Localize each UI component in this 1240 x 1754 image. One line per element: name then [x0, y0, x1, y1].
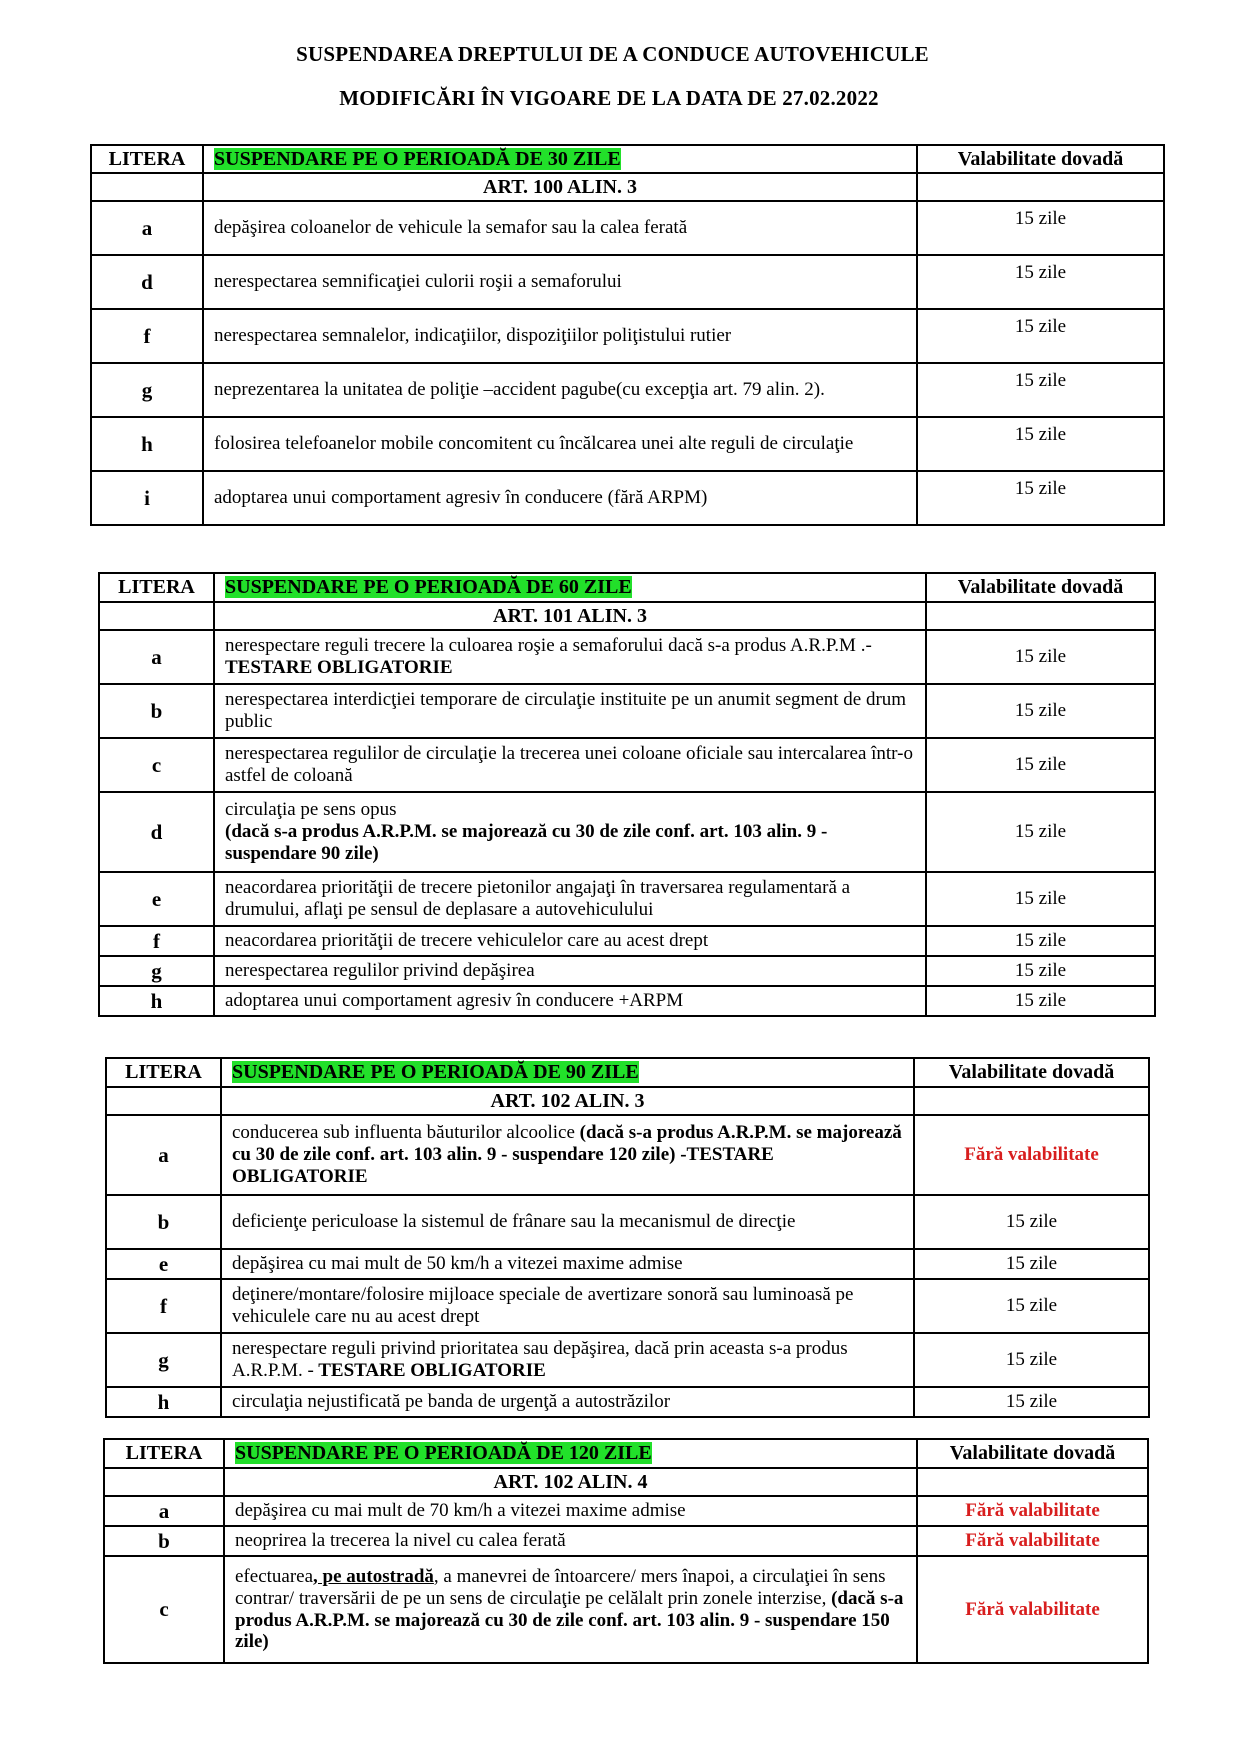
table-row: [104, 1496, 1148, 1526]
row-letter: c: [99, 738, 214, 792]
row-text: adoptarea unui comportament agresiv în conducere +ARPM: [214, 986, 926, 1016]
table-row: [99, 986, 1155, 1016]
header-litera: LITERA: [99, 573, 214, 602]
row-validity: 15 zile: [917, 309, 1164, 363]
row-letter: f: [106, 1279, 221, 1333]
row-text: nerespectarea regulilor de circulaţie la trecerea unei coloane oficiale sau intercalarea într-o astfel de coloană: [214, 738, 926, 792]
row-validity: 15 zile: [914, 1249, 1149, 1279]
table-120-zile: [103, 1438, 1149, 1664]
row-text: adoptarea unui comportament agresiv în conducere (fără ARPM): [203, 471, 917, 525]
row-letter: a: [91, 201, 203, 255]
row-validity: 15 zile: [926, 872, 1155, 926]
table-row: [91, 309, 1164, 363]
table-row: [106, 1249, 1149, 1279]
row-letter: b: [99, 684, 214, 738]
row-letter: g: [106, 1333, 221, 1387]
table-row: [91, 201, 1164, 255]
table-row: [104, 1556, 1148, 1663]
row-letter: i: [91, 471, 203, 525]
row-letter: d: [99, 792, 214, 872]
header-valabilitate: Valabilitate dovadă: [917, 145, 1164, 173]
row-text: deficienţe periculoase la sistemul de frânare sau la mecanismul de direcţie: [221, 1195, 914, 1249]
row-validity: Fără valabilitate: [917, 1496, 1148, 1526]
table-header-row: [106, 1058, 1149, 1087]
row-validity: 15 zile: [926, 684, 1155, 738]
row-text: neprezentarea la unitatea de poliţie –accident pagube(cu excepţia art. 79 alin. 2).: [203, 363, 917, 417]
article-label: ART. 101 ALIN. 3: [214, 602, 926, 630]
row-validity: 15 zile: [926, 792, 1155, 872]
article-row: [104, 1468, 1148, 1496]
table-header-row: [104, 1439, 1148, 1468]
row-validity: 15 zile: [917, 255, 1164, 309]
row-letter: g: [99, 956, 214, 986]
table-header-row: [91, 145, 1164, 173]
row-letter: f: [99, 926, 214, 956]
article-label: ART. 102 ALIN. 4: [224, 1468, 917, 1496]
row-letter: f: [91, 309, 203, 363]
row-validity: 15 zile: [914, 1387, 1149, 1417]
document-title: SUSPENDAREA DREPTULUI DE A CONDUCE AUTOVEHICULE: [296, 42, 929, 66]
header-litera: LITERA: [106, 1058, 221, 1087]
table-row: [99, 738, 1155, 792]
row-letter: c: [104, 1556, 224, 1663]
table-row: [91, 255, 1164, 309]
row-letter: e: [99, 872, 214, 926]
row-validity: Fără valabilitate: [917, 1526, 1148, 1556]
table-row: [91, 363, 1164, 417]
row-text: neacordarea priorităţii de trecere vehiculelor care au acest drept: [214, 926, 926, 956]
row-text: depăşirea cu mai mult de 70 km/h a vitezei maxime admise: [224, 1496, 917, 1526]
table-row: [99, 792, 1155, 872]
row-text: nerespectare reguli trecere la culoarea roşie a semaforului dacă s-a produs A.R.P.M .- TESTARE OBLIGATORIE: [214, 630, 926, 684]
row-letter: d: [91, 255, 203, 309]
row-text: nerespectarea semnificaţiei culorii roşii a semaforului: [203, 255, 917, 309]
row-letter: a: [104, 1496, 224, 1526]
period-label: SUSPENDARE PE O PERIOADĂ DE 120 ZILE: [235, 1442, 652, 1464]
row-text: folosirea telefoanelor mobile concomitent cu încălcarea unei alte reguli de circulaţie: [203, 417, 917, 471]
document-subtitle: MODIFICĂRI ÎN VIGOARE DE LA DATA DE 27.02.2022: [339, 86, 879, 110]
article-row: [99, 602, 1155, 630]
row-letter: b: [106, 1195, 221, 1249]
row-validity: Fără valabilitate: [914, 1115, 1149, 1195]
row-text: neacordarea priorităţii de trecere pietonilor angajaţi în traversarea regulamentară a drumului, aflaţi pe sensul de deplasare a autovehiculului: [214, 872, 926, 926]
table-row: [99, 926, 1155, 956]
row-letter: a: [106, 1115, 221, 1195]
row-validity: 15 zile: [917, 417, 1164, 471]
article-row: [106, 1087, 1149, 1115]
period-label: SUSPENDARE PE O PERIOADĂ DE 90 ZILE: [232, 1061, 639, 1083]
row-letter: e: [106, 1249, 221, 1279]
row-letter: b: [104, 1526, 224, 1556]
table-row: [99, 684, 1155, 738]
row-text: efectuarea, pe autostradă, a manevrei de întoarcere/ mers înapoi, a circulaţiei în sens contrar/ traversării de pe un sens de circulaţie pe celălalt prin zonele interzise, (dacă s-a produs A.R.P.M. se majorează cu 30 de zile conf. art. 103 alin. 9 - suspendare 150 zile): [224, 1556, 917, 1663]
row-text: conducerea sub influenta băuturilor alcoolice (dacă s-a produs A.R.P.M. se majorează cu 30 de zile conf. art. 103 alin. 9 - suspendare 120 zile) -TESTARE OBLIGATORIE: [221, 1115, 914, 1195]
row-letter: h: [99, 986, 214, 1016]
row-text: circulaţia nejustificată pe banda de urgenţă a autostrăzilor: [221, 1387, 914, 1417]
table-row: [106, 1387, 1149, 1417]
row-text: depăşirea cu mai mult de 50 km/h a vitezei maxime admise: [221, 1249, 914, 1279]
row-validity: 15 zile: [926, 956, 1155, 986]
table-60-zile: [98, 572, 1156, 1017]
row-letter: h: [106, 1387, 221, 1417]
table-row: [99, 872, 1155, 926]
table-row: [106, 1279, 1149, 1333]
row-letter: a: [99, 630, 214, 684]
row-text: neoprirea la trecerea la nivel cu calea ferată: [224, 1526, 917, 1556]
table-row: [106, 1115, 1149, 1195]
header-valabilitate: Valabilitate dovadă: [926, 573, 1155, 602]
row-text: depăşirea coloanelor de vehicule la semafor sau la calea ferată: [203, 201, 917, 255]
table-30-zile: [90, 144, 1165, 526]
table-header-row: [99, 573, 1155, 602]
header-valabilitate: Valabilitate dovadă: [914, 1058, 1149, 1087]
row-validity: 15 zile: [926, 926, 1155, 956]
row-text: nerespectarea regulilor privind depăşirea: [214, 956, 926, 986]
table-row: [91, 417, 1164, 471]
row-validity: 15 zile: [917, 363, 1164, 417]
header-litera: LITERA: [104, 1439, 224, 1468]
row-validity: 15 zile: [914, 1195, 1149, 1249]
row-text: nerespectarea interdicţiei temporare de circulaţie instituite pe un anumit segment de drum public: [214, 684, 926, 738]
row-validity: 15 zile: [914, 1279, 1149, 1333]
row-validity: 15 zile: [926, 630, 1155, 684]
header-litera: LITERA: [91, 145, 203, 173]
article-label: ART. 100 ALIN. 3: [203, 173, 917, 201]
row-text: deţinere/montare/folosire mijloace speciale de avertizare sonoră sau luminoasă pe vehiculele care nu au acest drept: [221, 1279, 914, 1333]
row-validity: 15 zile: [917, 201, 1164, 255]
table-row: [99, 956, 1155, 986]
table-row: [91, 471, 1164, 525]
row-text: nerespectarea semnalelor, indicaţiilor, dispoziţiilor poliţistului rutier: [203, 309, 917, 363]
period-label: SUSPENDARE PE O PERIOADĂ DE 60 ZILE: [225, 576, 632, 598]
table-row: [106, 1195, 1149, 1249]
row-text: circulaţia pe sens opus (dacă s-a produs A.R.P.M. se majorează cu 30 de zile conf. art. 103 alin. 9 - suspendare 90 zile): [214, 792, 926, 872]
table-row: [106, 1333, 1149, 1387]
row-letter: g: [91, 363, 203, 417]
row-validity: 15 zile: [917, 471, 1164, 525]
row-validity: Fără valabilitate: [917, 1556, 1148, 1663]
row-validity: 15 zile: [926, 986, 1155, 1016]
row-validity: 15 zile: [926, 738, 1155, 792]
table-row: [104, 1526, 1148, 1556]
period-label: SUSPENDARE PE O PERIOADĂ DE 30 ZILE: [214, 147, 621, 170]
article-label: ART. 102 ALIN. 3: [221, 1087, 914, 1115]
row-text: nerespectare reguli privind prioritatea sau depăşirea, dacă prin aceasta s-a produs A.R.P.M. - TESTARE OBLIGATORIE: [221, 1333, 914, 1387]
article-row: [91, 173, 1164, 201]
row-letter: h: [91, 417, 203, 471]
row-validity: 15 zile: [914, 1333, 1149, 1387]
table-90-zile: [105, 1057, 1150, 1418]
header-valabilitate: Valabilitate dovadă: [917, 1439, 1148, 1468]
table-row: [99, 630, 1155, 684]
